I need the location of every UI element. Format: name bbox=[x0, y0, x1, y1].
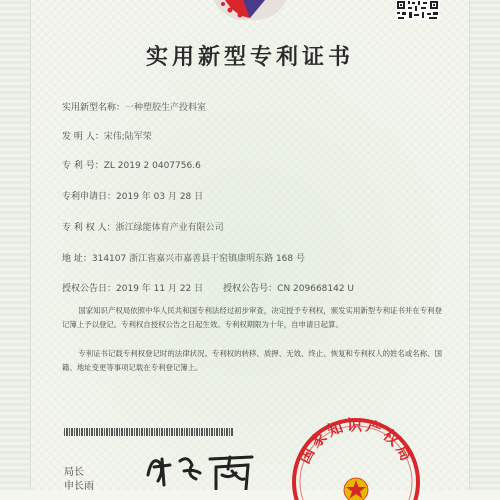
field-label: 专 利 权 人： bbox=[62, 223, 116, 233]
announcement-date-label: 授权公告日： bbox=[62, 284, 117, 294]
signature-icon bbox=[140, 445, 270, 490]
grant-paragraph: 国家知识产权局依照中华人民共和国专利法经过初步审查，决定授予专利权，颁发实用新型专利证书并在专利登记簿上予以登记。专利权自授权公告之日起生效。专利权期限为十年，自申请日起算。 bbox=[62, 306, 442, 329]
field-label: 地 址： bbox=[62, 254, 92, 264]
field-value: 一种塑胶生产投料室 bbox=[125, 103, 207, 113]
director-name: 申长雨 bbox=[64, 481, 94, 492]
left-border-pattern bbox=[0, 0, 31, 490]
field-value: ZL 2019 2 0407756.6 bbox=[103, 161, 201, 171]
field-utility-model-name bbox=[62, 100, 206, 113]
field-inventor bbox=[62, 129, 152, 142]
certificate-title: 实用新型专利证书 bbox=[145, 44, 354, 70]
barcode bbox=[64, 428, 234, 436]
director-title: 局长 bbox=[64, 467, 84, 478]
field-label: 专 利 号： bbox=[62, 161, 104, 171]
field-announcement bbox=[62, 281, 354, 294]
announcement-number-label: 授权公告号： bbox=[223, 284, 278, 294]
qr-code-icon bbox=[396, 0, 440, 20]
field-patent-number bbox=[62, 158, 201, 171]
field-patentee bbox=[62, 220, 224, 233]
field-application-date bbox=[62, 189, 203, 202]
emblem-icon bbox=[205, 0, 295, 22]
field-label: 专利申请日： bbox=[62, 192, 117, 202]
field-address bbox=[62, 251, 305, 264]
field-label: 发 明 人： bbox=[62, 132, 104, 142]
field-value: 宋伟;陆军荣 bbox=[103, 132, 152, 142]
field-value: 2019 年 03 月 28 日 bbox=[116, 192, 204, 202]
announcement-number-value: CN 209668142 U bbox=[277, 284, 355, 294]
official-seal-icon bbox=[286, 410, 426, 500]
legal-status-paragraph: 专利证书记载专利权登记时的法律状况。专利权的转移、质押、无效、终止、恢复和专利权人的姓名或名称、国籍、地址变更等事项记载在专利登记簿上。 bbox=[62, 349, 442, 372]
right-border-pattern bbox=[469, 0, 500, 490]
field-label: 实用新型名称： bbox=[62, 103, 126, 113]
field-value: 浙江绿能体育产业有限公司 bbox=[115, 223, 224, 233]
field-value: 314107 浙江省嘉兴市嘉善县干窑镇康明东路 168 号 bbox=[91, 254, 305, 264]
seal-text: 国家知识产权局 bbox=[295, 416, 417, 467]
announcement-date-value: 2019 年 11 月 22 日 bbox=[116, 284, 204, 294]
